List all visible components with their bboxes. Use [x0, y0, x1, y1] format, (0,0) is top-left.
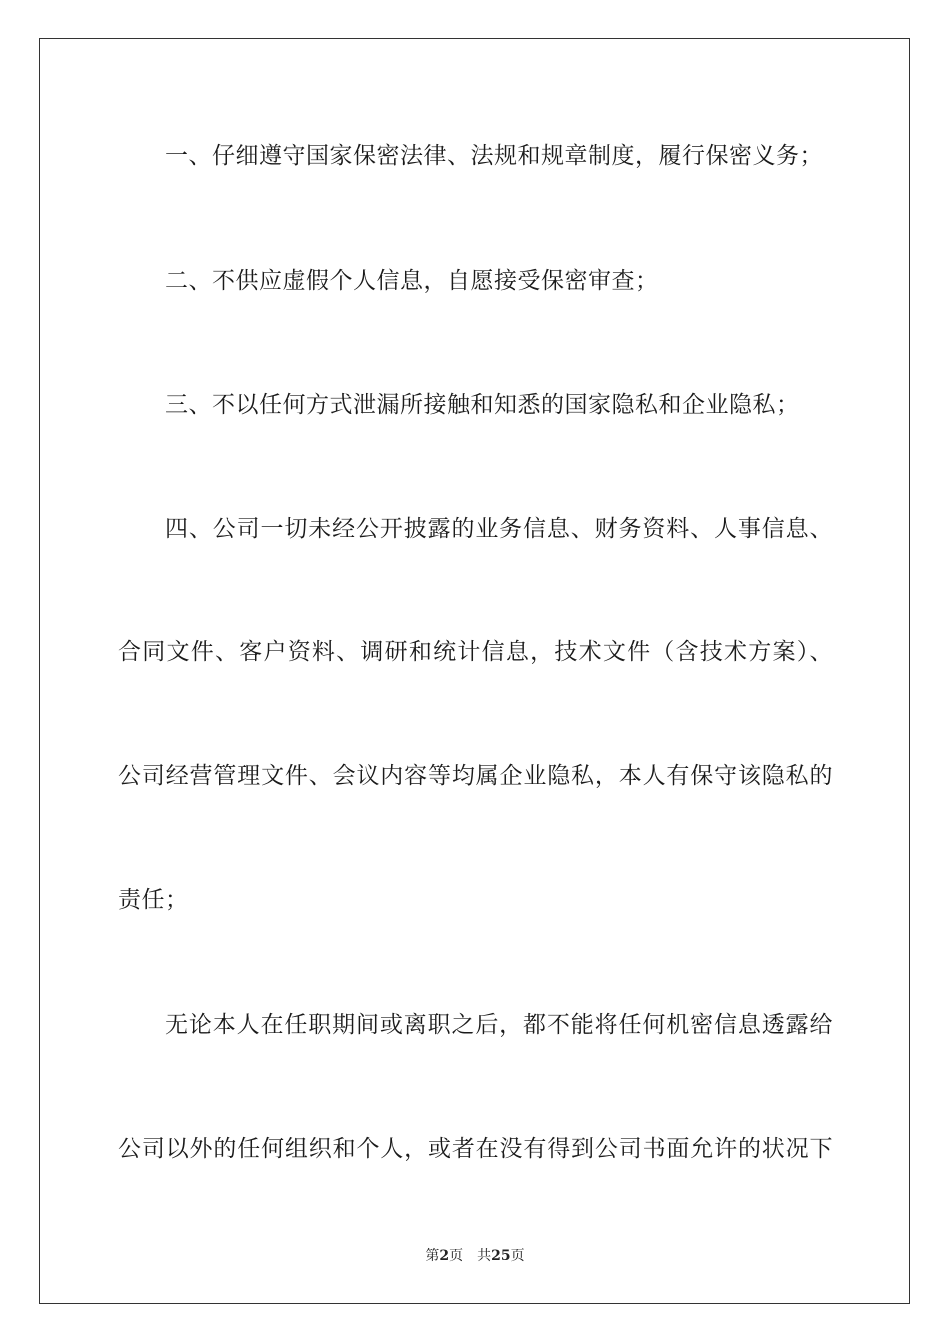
- footer-page-suffix: 页: [449, 1248, 464, 1264]
- footer-total-prefix: 共: [477, 1248, 492, 1264]
- paragraph-line-9: 公司以外的任何组织和个人，或者在没有得到公司书面允许的状况下: [118, 1136, 833, 1162]
- paragraph-line-2: 二、不供应虚假个人信息，自愿接受保密审查；: [165, 268, 659, 294]
- paragraph-line-6: 公司经营管理文件、会议内容等均属企业隐私，本人有保守该隐私的: [118, 763, 833, 789]
- paragraph-line-1: 一、仔细遵守国家保密法律、法规和规章制度，履行保密义务；: [165, 143, 823, 169]
- paragraph-line-8: 无论本人在任职期间或离职之后，都不能将任何机密信息透露给: [165, 1012, 833, 1038]
- page-footer: [0, 1246, 950, 1266]
- paragraph-line-5: 合同文件、客户资料、调研和统计信息，技术文件（含技术方案）、: [118, 639, 833, 665]
- footer-page-prefix: 第: [425, 1248, 440, 1264]
- paragraph-line-4: 四、公司一切未经公开披露的业务信息、财务资料、人事信息、: [165, 516, 833, 542]
- paragraph-line-7: 责任；: [118, 887, 189, 913]
- footer-page-number: 2: [439, 1248, 450, 1264]
- footer-total-suffix: 页: [510, 1248, 525, 1264]
- footer-total-pages: 25: [491, 1248, 511, 1264]
- page-border: [39, 38, 910, 1304]
- paragraph-line-3: 三、不以任何方式泄漏所接触和知悉的国家隐私和企业隐私；: [165, 392, 800, 418]
